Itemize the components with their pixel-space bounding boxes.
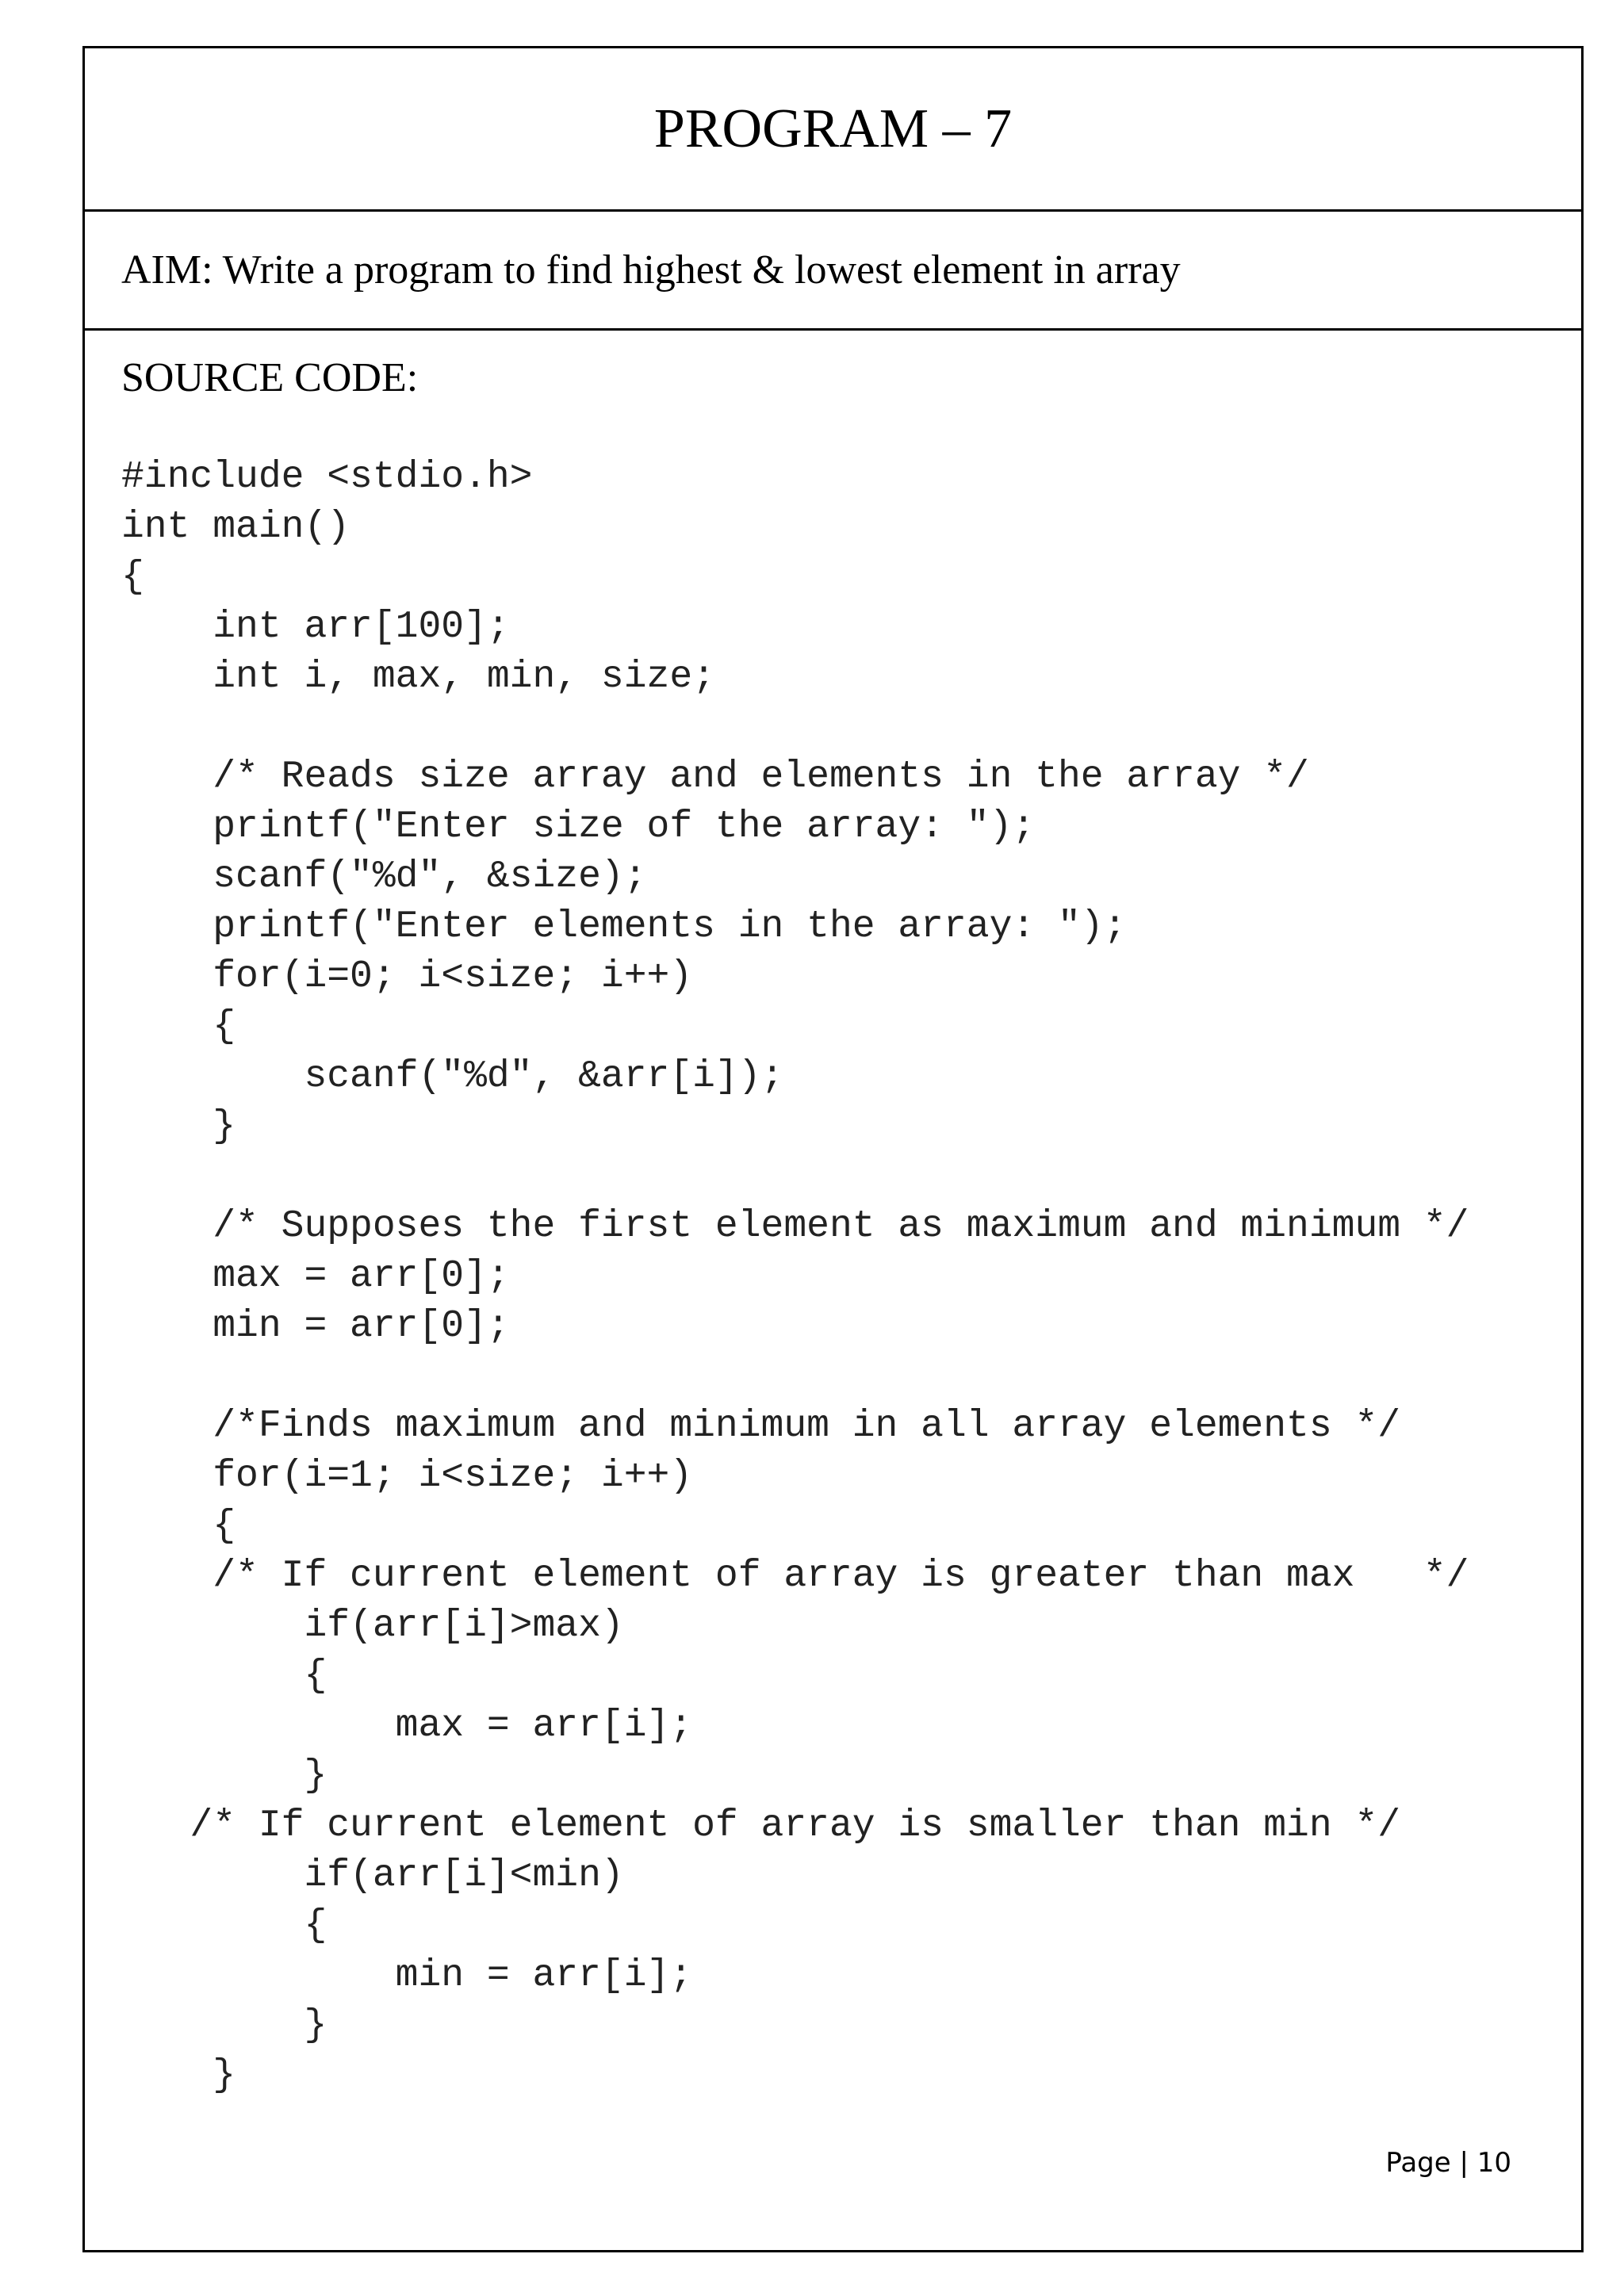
code-line: { <box>121 1005 236 1048</box>
code-line: int i, max, min, size; <box>121 656 715 698</box>
code-line: } <box>121 2004 327 2047</box>
source-code-block <box>121 453 1469 2101</box>
code-line: int arr[100]; <box>121 606 510 649</box>
code-line <box>121 702 1469 752</box>
code-line <box>121 1352 1469 1402</box>
aim-row <box>85 212 1581 331</box>
code-line: #include <stdio.h> <box>121 456 533 499</box>
code-line: scanf("%d", &size); <box>121 855 647 898</box>
code-line: min = arr[i]; <box>121 1954 693 1997</box>
code-line: } <box>121 1755 327 1797</box>
code-line: if(arr[i]<min) <box>121 1854 624 1897</box>
code-line <box>121 1152 1469 1202</box>
code-line: } <box>121 2054 236 2097</box>
source-code-heading: SOURCE CODE: <box>121 355 419 400</box>
code-line: for(i=1; i<size; i++) <box>121 1455 693 1498</box>
code-line: scanf("%d", &arr[i]); <box>121 1055 784 1098</box>
code-line: /* Reads size array and elements in the array */ <box>121 756 1309 798</box>
code-line: { <box>121 1904 327 1947</box>
code-line: /* Supposes the first element as maximum and minimum */ <box>121 1205 1469 1248</box>
code-line: /*Finds maximum and minimum in all array elements */ <box>121 1405 1401 1448</box>
aim-statement: AIM: Write a program to find highest & lowest element in array <box>121 247 1181 293</box>
page-frame <box>82 46 1584 2252</box>
code-line: int main() <box>121 506 350 549</box>
code-line: printf("Enter elements in the array: "); <box>121 905 1127 948</box>
page-number: Page | 10 <box>1385 2147 1511 2179</box>
code-line: /* If current element of array is greater than max */ <box>121 1555 1469 1598</box>
page-title: PROGRAM – 7 <box>653 98 1013 159</box>
title-row <box>85 48 1581 212</box>
code-line: max = arr[i]; <box>121 1705 693 1747</box>
code-line: if(arr[i]>max) <box>121 1605 624 1647</box>
code-line: max = arr[0]; <box>121 1255 510 1298</box>
code-line: min = arr[0]; <box>121 1305 510 1348</box>
code-line: { <box>121 1505 236 1548</box>
code-line: for(i=0; i<size; i++) <box>121 955 693 998</box>
code-line: printf("Enter size of the array: "); <box>121 806 1036 848</box>
code-line: { <box>121 556 144 599</box>
code-line: /* If current element of array is smaller than min */ <box>121 1804 1401 1847</box>
code-line: } <box>121 1105 236 1148</box>
code-line: { <box>121 1655 327 1697</box>
